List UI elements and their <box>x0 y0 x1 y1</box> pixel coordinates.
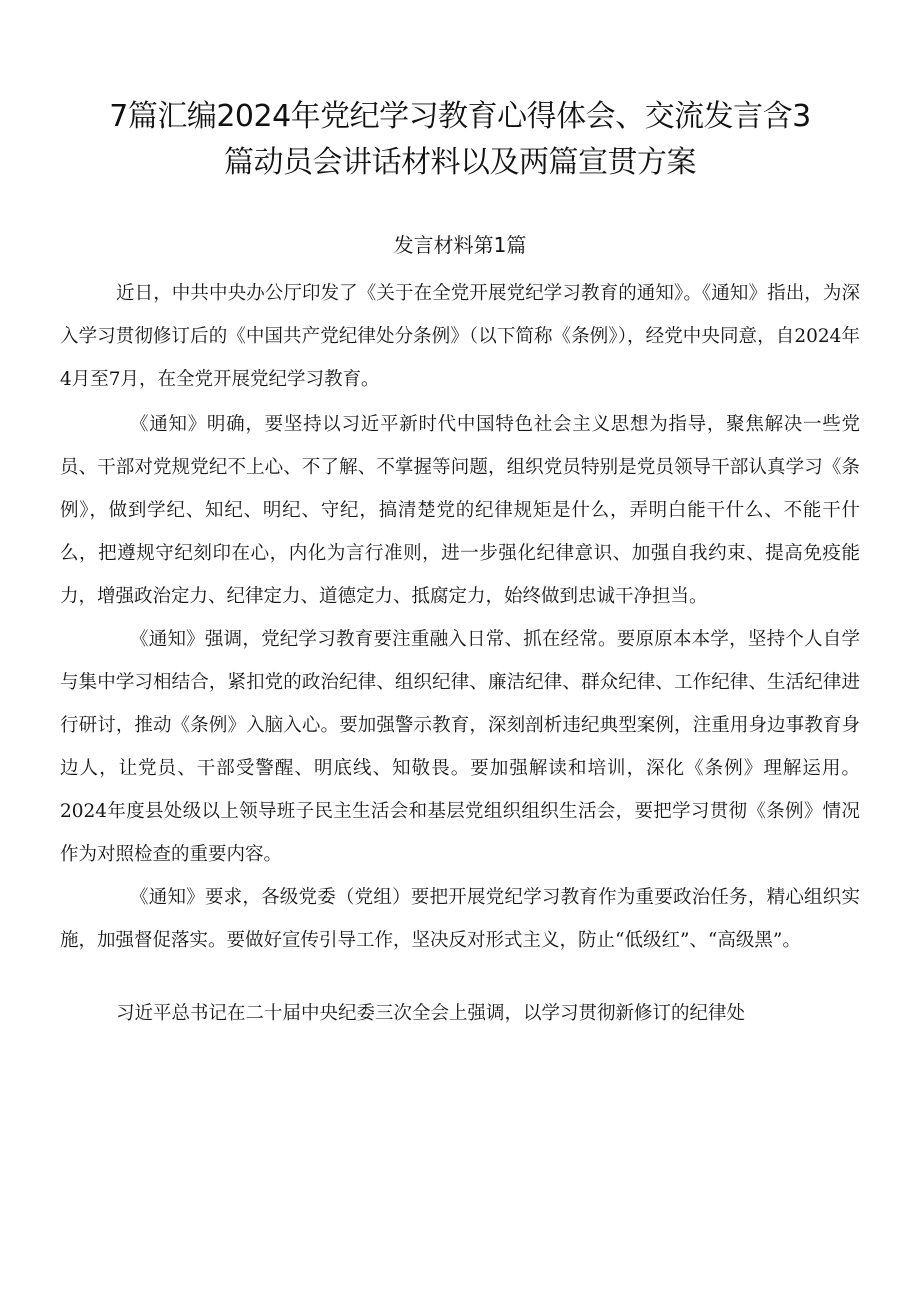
title-line-2: 篇动员会讲话材料以及两篇宣贯方案 <box>224 145 696 180</box>
paragraph-3: 《通知》强调，党纪学习教育要注重融入日常、抓在经常。要原原本本学，坚持个人自学与集中学习相结合，紧扣党的政治纪律、组织纪律、廉洁纪律、群众纪律、工作纪律、生活纪律进行研讨，推动《条例》入脑入心。要加强警示教育，深刻剖析违纪典型案例，注重用身边事教育身边人，让党员、干部受警醒、明底线、知敬畏。要加强解读和培训，深化《条例》理解运用。2024年度县处级以上领导班子民主生活会和基层党组织组织生活会，要把学习贯彻《条例》情况作为对照检查的重要内容。 <box>60 629 860 865</box>
document-title <box>80 94 840 186</box>
paragraph-4: 《通知》要求，各级党委（党组）要把开展党纪学习教育作为重要政治任务，精心组织实施，加强督促落实。要做好宣传引导工作，坚决反对形式主义，防止“低级红”、“高级黑”。 <box>60 887 860 951</box>
title-line-1: 7篇汇编2024年党纪学习教育心得体会、交流发言含3 <box>109 99 811 134</box>
section-heading: 发言材料第1篇 <box>393 233 527 257</box>
paragraph-5: 习近平总书记在二十届中央纪委三次全会上强调，以学习贯彻新修订的纪律处 <box>116 1003 746 1024</box>
paragraph-2: 《通知》明确，要坚持以习近平新时代中国特色社会主义思想为指导，聚焦解决一些党员、干部对党规党纪不上心、不了解、不掌握等问题，组织党员特别是党员领导干部认真学习《条例》，做到学纪、知纪、明纪、守纪，搞清楚党的纪律规矩是什么，弄明白能干什么、不能干什么，把遵规守纪刻印在心，内化为言行准则，进一步强化纪律意识、加强自我约束、提高免疫能力，增强政治定力、纪律定力、道德定力、抵腐定力，始终做到忠诚干净担当。 <box>60 414 860 607</box>
paragraph-gap <box>60 962 860 978</box>
paragraph-1: 近日，中共中央办公厅印发了《关于在全党开展党纪学习教育的通知》。《通知》指出，为深入学习贯彻修订后的《中国共产党纪律处分条例》（以下简称《条例》），经党中央同意，自2024年4月至7月，在全党开展党纪学习教育。 <box>60 283 860 390</box>
